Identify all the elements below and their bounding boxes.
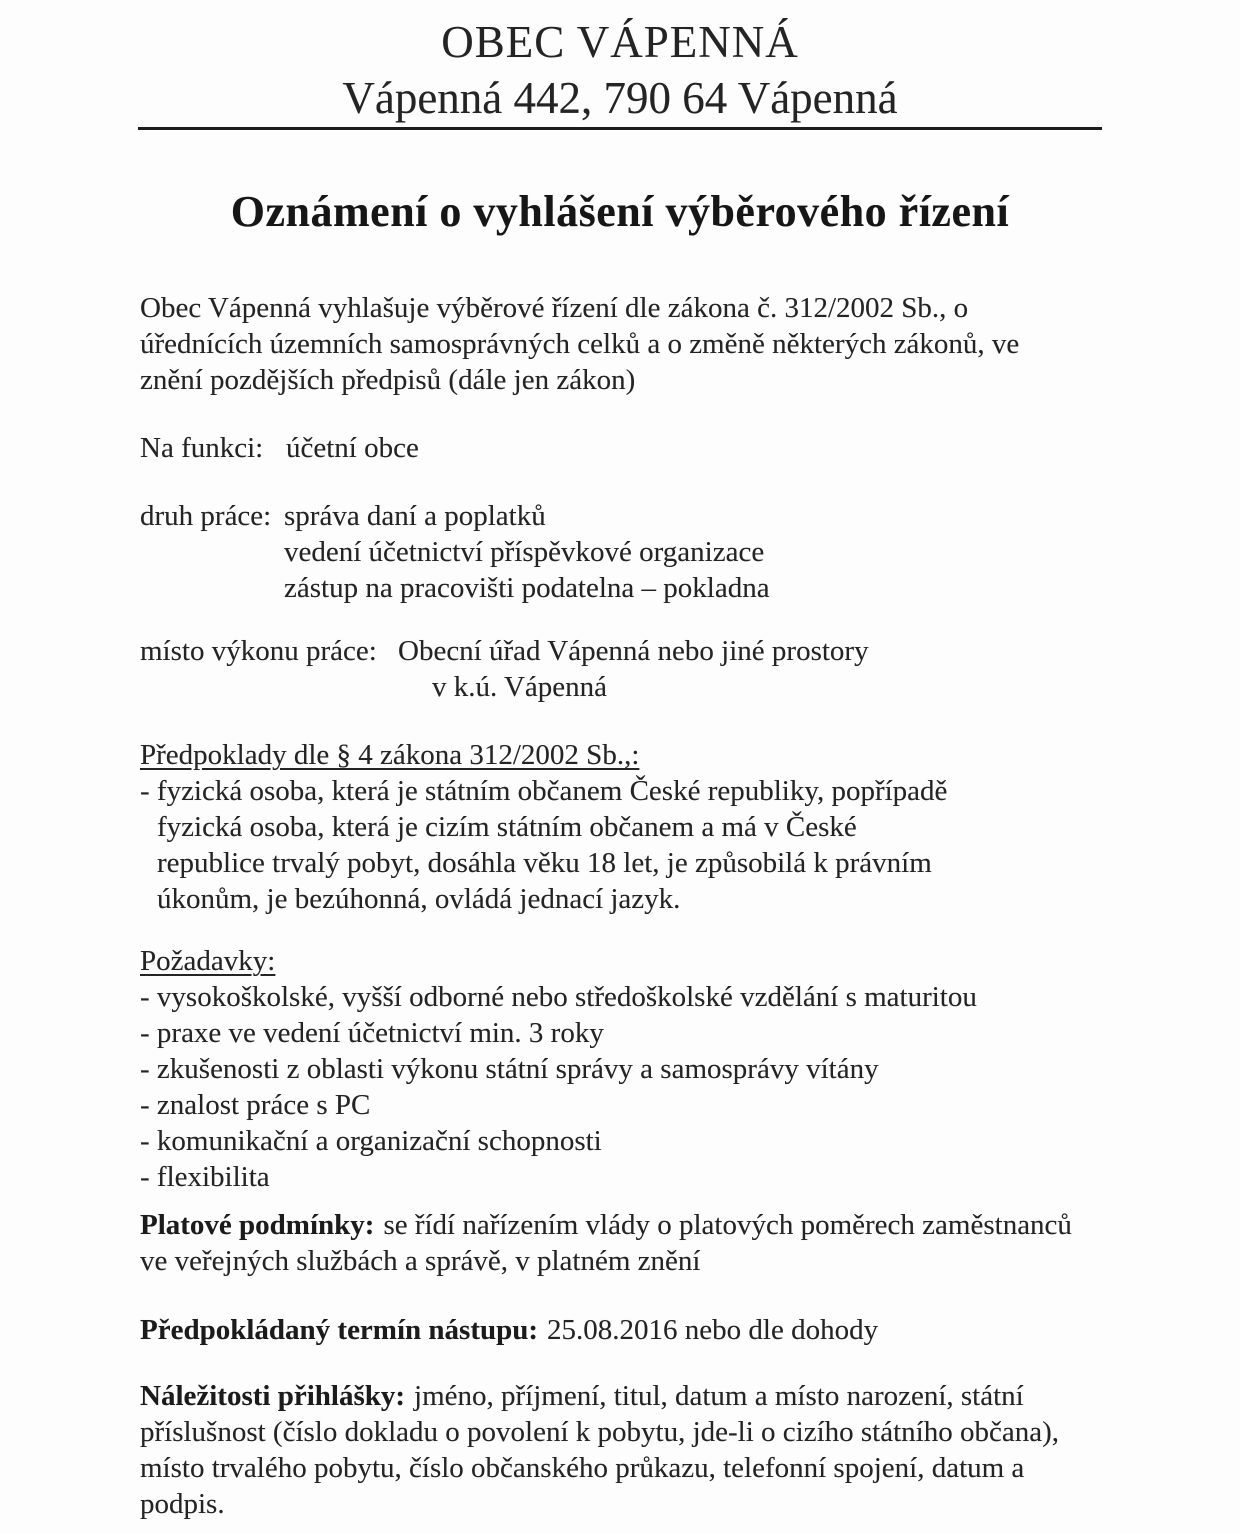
job-duty-item: správa daní a poplatků	[284, 500, 546, 532]
requirement-item: - flexibilita	[140, 1161, 270, 1193]
requirements-list	[140, 979, 1092, 1195]
start-date-label: Předpokládaný termín nástupu:	[140, 1314, 539, 1346]
job-duties-list	[284, 498, 1092, 606]
salary-section	[140, 1207, 1092, 1279]
workplace-line: v k.ú. Vápenná	[432, 671, 608, 703]
salary-text: se řídí nařízením vlády o platových poměrech zaměstnanců	[383, 1209, 1072, 1241]
requirement-item: - vysokoškolské, vyšší odborné nebo středoškolské vzdělání s maturitou	[140, 981, 977, 1013]
prerequisite-line: - fyzická osoba, která je státním občanem České republiky, popřípadě	[140, 775, 948, 807]
prerequisites-section	[140, 737, 1092, 917]
prerequisites-heading: Předpoklady dle § 4 zákona 312/2002 Sb.,:	[140, 739, 640, 771]
intro-line: Obec Vápenná vyhlašuje výběrové řízení dle zákona č. 312/2002 Sb., o	[140, 292, 969, 324]
start-date-value: 25.08.2016 nebo dle dohody	[547, 1314, 879, 1346]
requirements-section	[140, 943, 1092, 1195]
requirement-item: - znalost práce s PC	[140, 1089, 371, 1121]
intro-line: znění pozdějších předpisů (dále jen zákon)	[140, 364, 636, 396]
job-duties-section	[140, 498, 1092, 606]
prerequisite-line: republice trvalý pobyt, dosáhla věku 18 let, je způsobilá k právním	[157, 847, 932, 879]
application-section	[140, 1378, 1092, 1522]
requirements-heading: Požadavky:	[140, 945, 276, 977]
workplace-lines	[398, 633, 1092, 705]
intro-paragraph	[140, 290, 1092, 398]
requirement-item: - zkušenosti z oblasti výkonu státní správy a samosprávy vítány	[140, 1053, 879, 1085]
application-text: místo trvalého pobytu, číslo občanského průkazu, telefonní spojení, datum a	[140, 1452, 1025, 1484]
salary-label: Platové podmínky:	[140, 1209, 375, 1241]
organization-address: Vápenná 442, 790 64 Vápenná	[342, 73, 898, 123]
position-value: účetní obce	[286, 432, 419, 464]
organization-name: OBEC VÁPENNÁ	[441, 17, 799, 67]
intro-line: úřednících územních samosprávných celků a o změně některých zákonů, ve	[140, 328, 1020, 360]
requirement-item: - komunikační a organizační schopnosti	[140, 1125, 602, 1157]
prerequisite-line: fyzická osoba, která je cizím státním občanem a má v České	[157, 811, 857, 843]
salary-line-first	[140, 1207, 1092, 1243]
application-text: jméno, příjmení, titul, datum a místo narození, státní	[414, 1380, 1024, 1412]
document-title: Oznámení o vyhlášení výběrového řízení	[230, 187, 1010, 236]
start-date-section	[140, 1312, 1092, 1348]
job-duty-item: vedení účetnictví příspěvkové organizace	[284, 536, 765, 568]
position-label: Na funkci:	[140, 432, 264, 464]
workplace-line: Obecní úřad Vápenná nebo jiné prostory	[398, 635, 869, 667]
workplace-section	[140, 633, 1092, 705]
workplace-label: místo výkonu práce:	[140, 635, 377, 667]
application-text: podpis.	[140, 1488, 225, 1520]
application-line-first	[140, 1378, 1092, 1414]
position-section	[140, 430, 1092, 466]
header-rule	[138, 127, 1102, 130]
application-text: příslušnost (číslo dokladu o povolení k pobytu, jde-li o cizího státního občana),	[140, 1416, 1059, 1448]
salary-text: ve veřejných službách a správě, v platném znění	[140, 1245, 701, 1277]
requirement-item: - praxe ve vedení účetnictví min. 3 roky	[140, 1017, 604, 1049]
prerequisites-list	[140, 773, 1092, 917]
job-duty-item: zástup na pracovišti podatelna – pokladna	[284, 572, 770, 604]
job-duties-label: druh práce:	[140, 500, 272, 532]
prerequisite-line: úkonům, je bezúhonná, ovládá jednací jazyk.	[157, 883, 681, 915]
application-label: Náležitosti přihlášky:	[140, 1380, 406, 1412]
letterhead	[0, 14, 1240, 130]
